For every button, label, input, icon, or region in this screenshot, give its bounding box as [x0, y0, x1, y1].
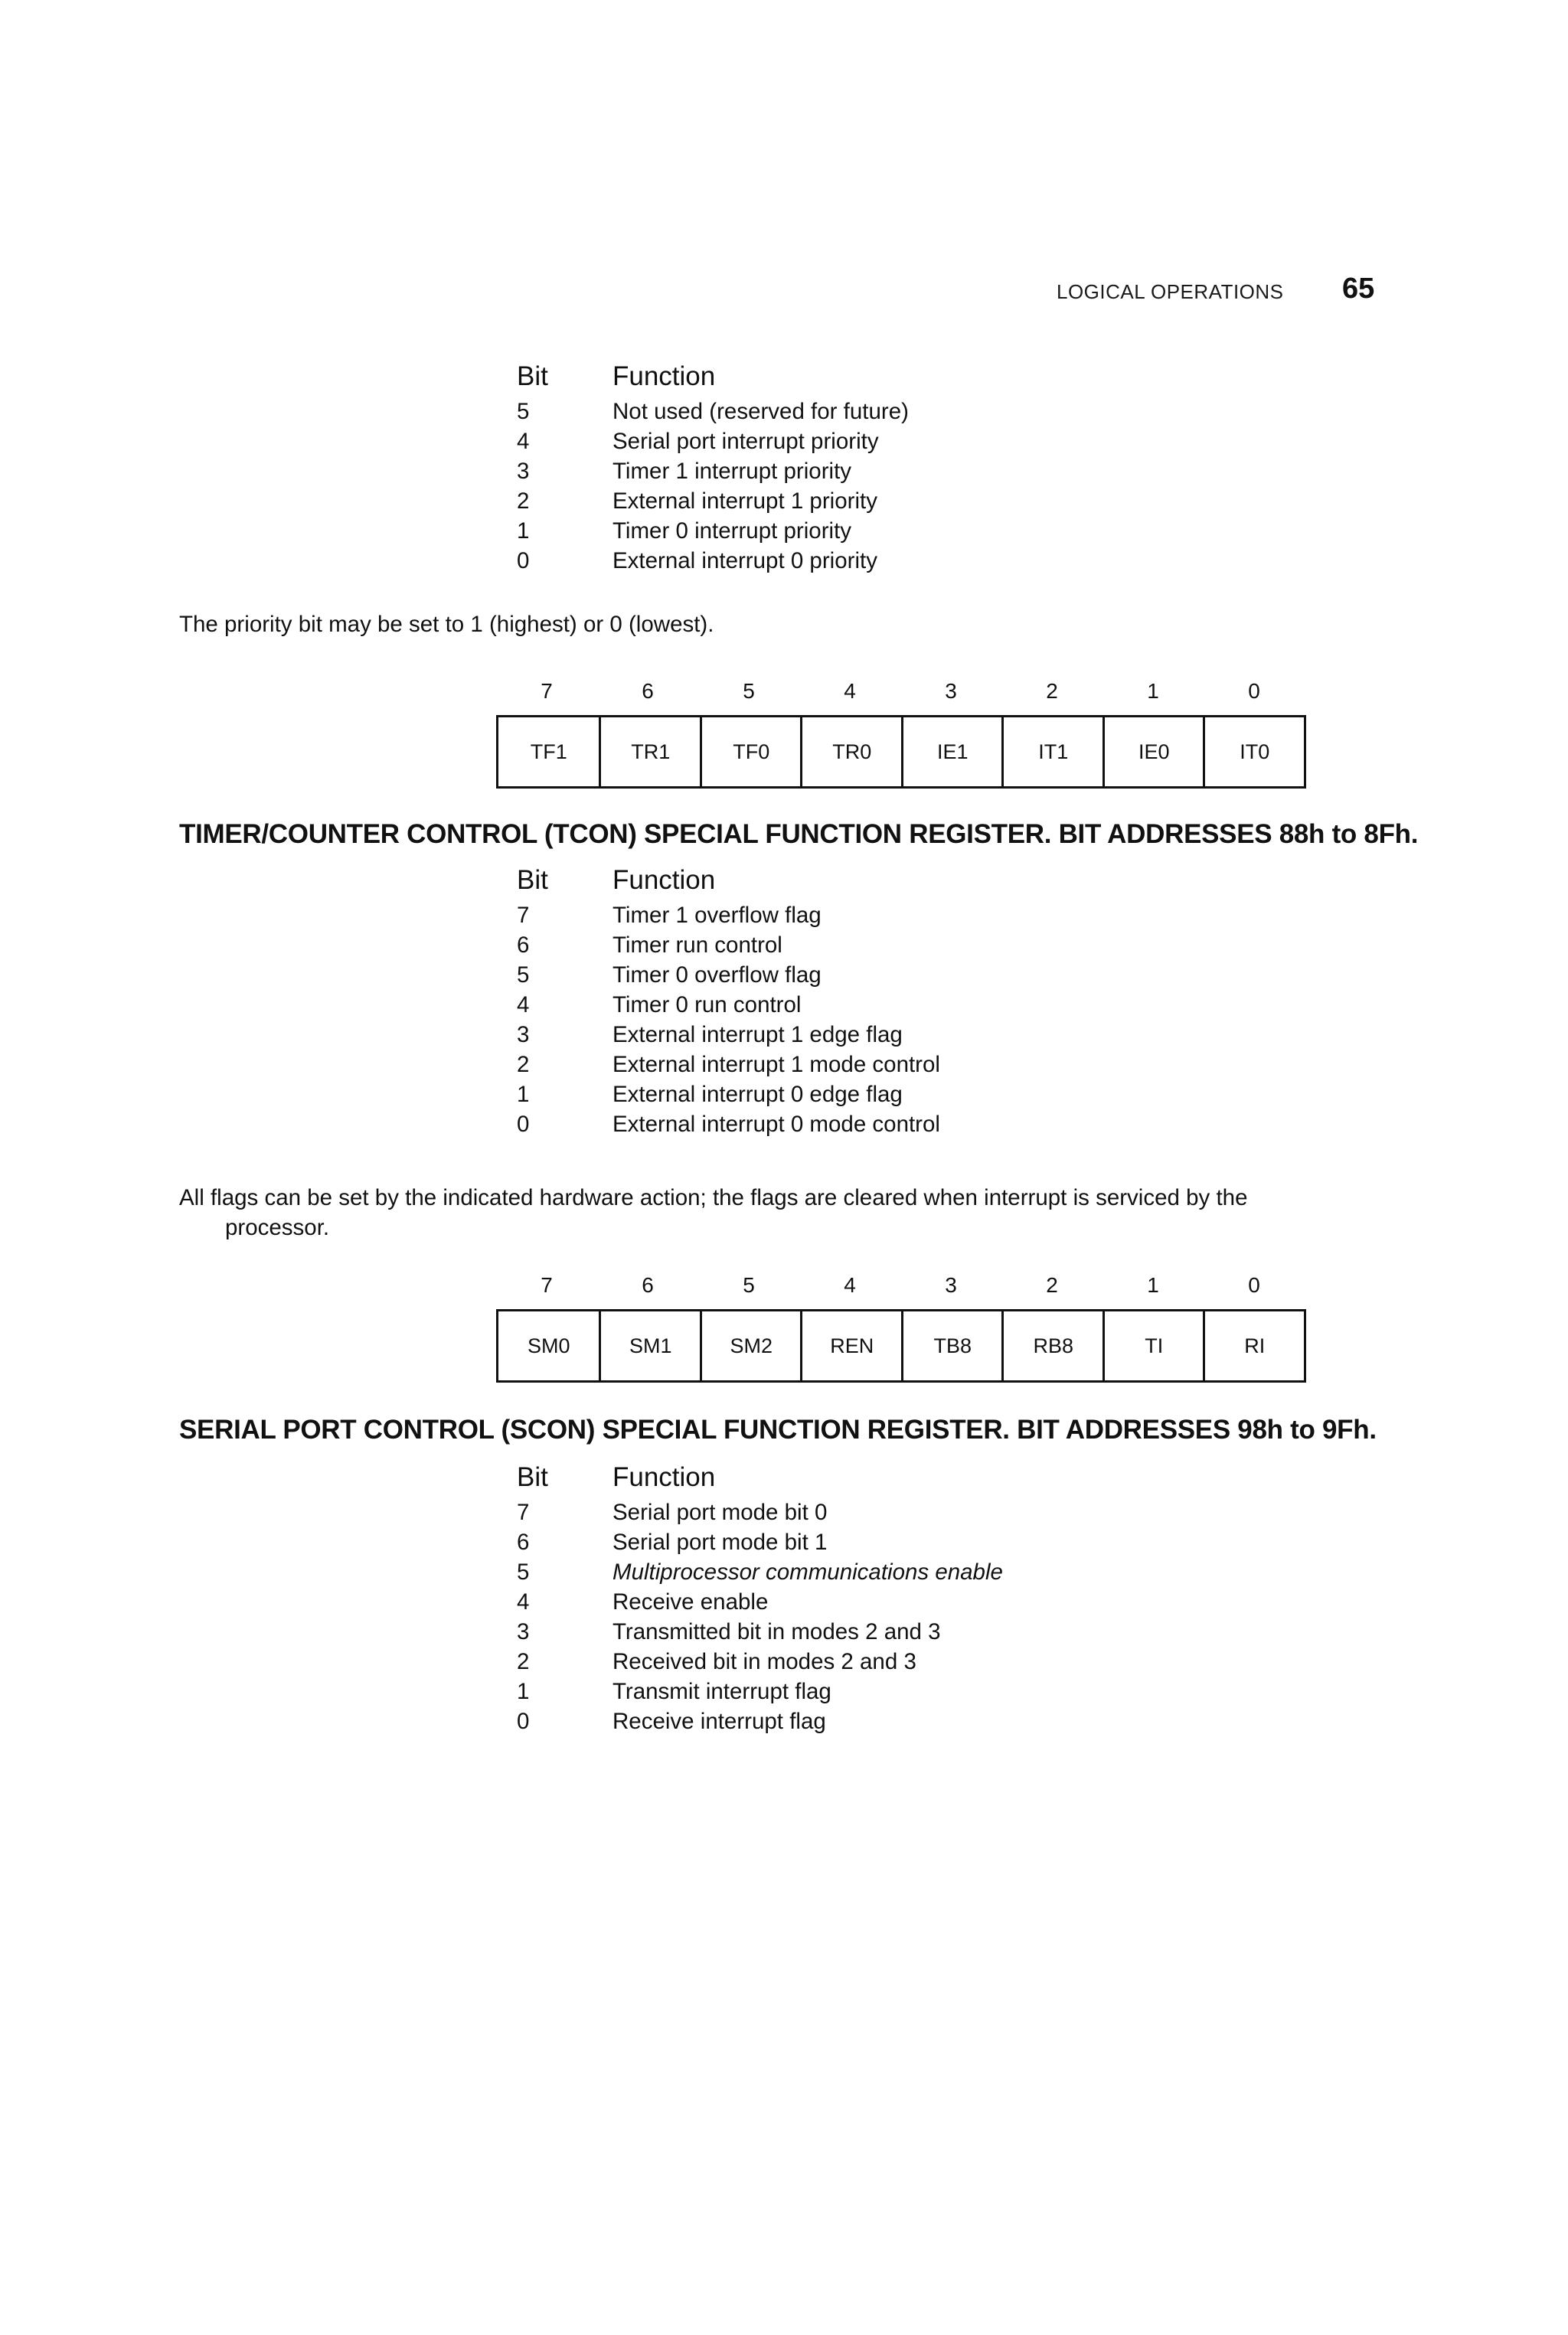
table-row	[517, 1587, 1003, 1617]
register-bit-cell: TB8	[901, 1311, 1002, 1380]
table-row	[517, 1079, 940, 1109]
bit-function: Serial port mode bit 1	[612, 1529, 828, 1555]
bit-number: 3	[517, 1021, 530, 1047]
bit-number: 3	[517, 458, 530, 484]
register-bit-cell: TF0	[700, 717, 801, 786]
table-row	[517, 486, 909, 516]
bit-position-label: 2	[1046, 679, 1058, 703]
table-header	[517, 357, 909, 397]
bit-number: 7	[517, 902, 530, 928]
function-column-header: Function	[612, 1462, 716, 1492]
table-row	[517, 1527, 1003, 1557]
ip-bit-function-table	[517, 357, 909, 576]
bit-number: 2	[517, 1648, 530, 1674]
bit-number: 5	[517, 1559, 530, 1585]
table-header	[517, 1458, 1003, 1497]
bit-position-label: 4	[844, 1273, 856, 1297]
table-row	[517, 1647, 1003, 1677]
table-row	[517, 426, 909, 456]
table-row	[517, 1497, 1003, 1527]
bit-function: Timer 0 run control	[612, 991, 802, 1017]
bit-function: Timer 0 interrupt priority	[612, 518, 852, 544]
bit-number: 2	[517, 1051, 530, 1077]
bit-number: 4	[517, 428, 530, 454]
bit-number: 7	[517, 1499, 530, 1525]
bit-function: Transmitted bit in modes 2 and 3	[612, 1618, 941, 1644]
table-row	[517, 456, 909, 486]
bit-function: Timer 1 overflow flag	[612, 902, 822, 928]
bit-number-row	[496, 1268, 1306, 1303]
table-row	[517, 546, 909, 576]
table-row	[517, 960, 940, 990]
register-bit-cell: RB8	[1001, 1311, 1102, 1380]
bit-function: Multiprocessor communications enable	[612, 1559, 1003, 1585]
table-row	[517, 930, 940, 960]
function-column-header: Function	[612, 361, 716, 391]
bit-number: 3	[517, 1618, 530, 1644]
bit-function: Timer 0 overflow flag	[612, 962, 822, 988]
bit-number: 6	[517, 1529, 530, 1555]
table-row	[517, 1050, 940, 1079]
bit-function: External interrupt 0 edge flag	[612, 1081, 903, 1107]
register-bit-cell: TR1	[599, 717, 700, 786]
bit-position-label: 7	[541, 679, 553, 703]
bit-function: External interrupt 0 mode control	[612, 1111, 940, 1137]
flags-note: All flags can be set by the indicated hardware action; the flags are cleared when interrupt is serviced by the processor.	[179, 1185, 1248, 1240]
bit-column-header: Bit	[517, 865, 548, 895]
bit-position-label: 6	[642, 1273, 654, 1297]
bit-position-label: 1	[1147, 1273, 1159, 1297]
register-bit-cell: SM2	[700, 1311, 801, 1380]
bit-column-header: Bit	[517, 361, 548, 391]
function-column-header: Function	[612, 865, 716, 895]
register-bit-cell: IT1	[1001, 717, 1102, 786]
bit-position-label: 0	[1248, 1273, 1260, 1297]
bit-number: 1	[517, 1081, 530, 1107]
bit-position-label: 3	[945, 679, 957, 703]
tcon-register-heading: TIMER/COUNTER CONTROL (TCON) SPECIAL FUNCTION REGISTER. BIT ADDRESSES 88h to 8Fh.	[179, 819, 1419, 849]
bit-position-label: 3	[945, 1273, 957, 1297]
register-bit-cell: TI	[1102, 1311, 1204, 1380]
bit-function: Received bit in modes 2 and 3	[612, 1648, 916, 1674]
table-row	[517, 1617, 1003, 1647]
register-bit-cell: IE1	[901, 717, 1002, 786]
bit-number: 5	[517, 398, 530, 424]
bit-function: External interrupt 1 edge flag	[612, 1021, 903, 1047]
bit-number: 0	[517, 1708, 530, 1734]
tcon-register-diagram	[496, 674, 1306, 789]
bit-number: 4	[517, 1589, 530, 1615]
table-row	[517, 1706, 1003, 1736]
bit-function: Receive enable	[612, 1589, 769, 1615]
scon-register-heading: SERIAL PORT CONTROL (SCON) SPECIAL FUNCTION REGISTER. BIT ADDRESSES 98h to 9Fh.	[179, 1415, 1377, 1445]
register-bit-cell: SM1	[599, 1311, 700, 1380]
bit-position-label: 0	[1248, 679, 1260, 703]
bit-position-label: 1	[1147, 679, 1159, 703]
bit-function: Serial port mode bit 0	[612, 1499, 828, 1525]
register-bit-cell: REN	[800, 1311, 901, 1380]
table-row	[517, 397, 909, 426]
register-bit-cell: TF1	[530, 740, 567, 763]
register-bit-cell: TR0	[800, 717, 901, 786]
bit-position-label: 7	[541, 1273, 553, 1297]
scon-register-diagram	[496, 1268, 1306, 1383]
register-bit-cell: RI	[1203, 1311, 1304, 1380]
bit-position-label: 2	[1046, 1273, 1058, 1297]
register-bit-cell: SM0	[527, 1334, 570, 1357]
bit-position-label: 4	[844, 679, 856, 703]
bit-number: 2	[517, 488, 530, 514]
register-cells	[496, 1309, 1306, 1383]
bit-number: 6	[517, 932, 530, 958]
priority-note: The priority bit may be set to 1 (highest) or 0 (lowest).	[179, 612, 714, 637]
bit-number: 4	[517, 991, 530, 1017]
bit-function: Transmit interrupt flag	[612, 1678, 831, 1704]
table-row	[517, 990, 940, 1020]
bit-position-label: 5	[743, 1273, 755, 1297]
table-row	[517, 1109, 940, 1139]
bit-column-header: Bit	[517, 1462, 548, 1492]
bit-function: External interrupt 0 priority	[612, 547, 877, 573]
tcon-bit-function-table	[517, 861, 940, 1139]
bit-number: 1	[517, 1678, 530, 1704]
running-head: LOGICAL OPERATIONS	[1057, 280, 1284, 303]
register-bit-cell: IE0	[1102, 717, 1204, 786]
table-row	[517, 516, 909, 546]
bit-number: 5	[517, 962, 530, 988]
bit-number: 1	[517, 518, 530, 544]
bit-function: Serial port interrupt priority	[612, 428, 879, 454]
table-row	[517, 900, 940, 930]
table-row	[517, 1557, 1003, 1587]
bit-function: Not used (reserved for future)	[612, 398, 909, 424]
bit-position-label: 6	[642, 679, 654, 703]
page-number: 65	[1342, 273, 1375, 305]
scon-bit-function-table	[517, 1458, 1003, 1736]
bit-function: Receive interrupt flag	[612, 1708, 826, 1734]
bit-position-label: 5	[743, 679, 755, 703]
table-row	[517, 1020, 940, 1050]
table-header	[517, 861, 940, 900]
bit-function: Timer run control	[612, 932, 782, 958]
bit-number: 0	[517, 1111, 530, 1137]
bit-number-row	[496, 674, 1306, 709]
bit-function: Timer 1 interrupt priority	[612, 458, 852, 484]
bit-number: 0	[517, 547, 530, 573]
bit-function: External interrupt 1 priority	[612, 488, 877, 514]
register-bit-cell: IT0	[1203, 717, 1304, 786]
table-row	[517, 1677, 1003, 1706]
register-cells	[496, 715, 1306, 789]
bit-function: External interrupt 1 mode control	[612, 1051, 940, 1077]
